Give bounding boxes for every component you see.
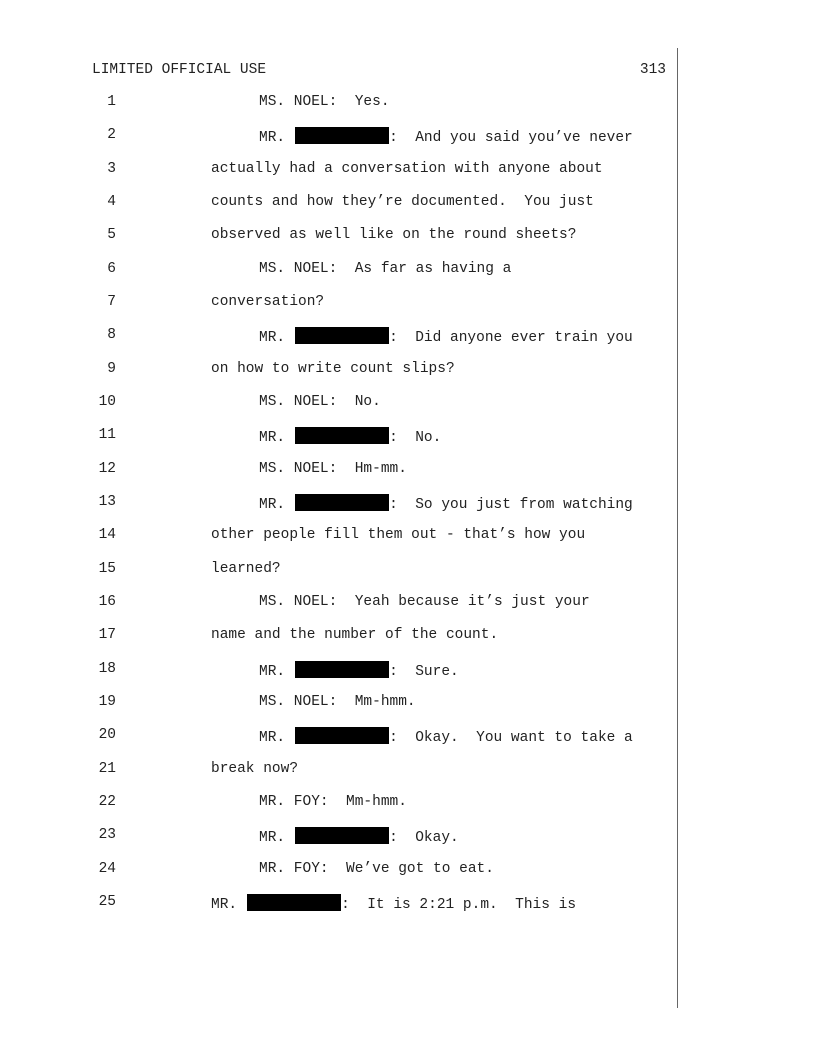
redaction-box: [295, 827, 389, 844]
line-text: [211, 227, 576, 243]
line-text-before: other people fill them out - that’s how you: [211, 527, 586, 543]
line-text-before: MR. FOY: We’ve got to eat.: [259, 861, 494, 877]
line-text: [211, 761, 298, 777]
line-text: [259, 594, 590, 610]
redaction-box: [295, 727, 389, 744]
line-text: [259, 427, 441, 446]
line-number: 19: [98, 694, 116, 710]
line-number: 4: [107, 194, 116, 210]
line-text: [211, 627, 498, 643]
line-text-after: : And you said you’ve never: [389, 130, 633, 146]
line-text-after: : Sure.: [389, 664, 459, 680]
speaker-prefix: MR.: [259, 330, 286, 346]
transcript-line: [0, 861, 680, 885]
line-text-before: name and the number of the count.: [211, 627, 499, 643]
redaction-box: [295, 127, 389, 144]
line-number: 7: [107, 294, 116, 310]
line-number: 9: [107, 361, 116, 377]
line-number: 21: [98, 761, 116, 777]
line-number: 5: [107, 227, 116, 243]
redaction-box: [295, 661, 389, 678]
redaction-box: [295, 494, 389, 511]
line-text-before: MS. NOEL: No.: [259, 394, 381, 410]
line-number: 13: [98, 494, 116, 510]
transcript-line: [0, 694, 680, 718]
line-text-before: counts and how they’re documented. You just: [211, 194, 594, 210]
speaker-prefix: MR.: [259, 830, 286, 846]
redaction-box: [295, 427, 389, 444]
line-text-after: : Okay.: [389, 830, 459, 846]
transcript-line: [0, 394, 680, 418]
line-number: 16: [98, 594, 116, 610]
speaker-prefix: MR.: [259, 664, 286, 680]
transcript-line: [0, 894, 680, 918]
speaker-prefix: MR.: [259, 430, 286, 446]
line-number: 8: [107, 327, 116, 343]
transcript-line: [0, 261, 680, 285]
line-text: [211, 361, 455, 377]
speaker-prefix: MR.: [259, 130, 286, 146]
transcript-line: [0, 627, 680, 651]
transcript-line: [0, 594, 680, 618]
speaker-prefix: MR.: [259, 730, 286, 746]
line-text-after: : It is 2:21 p.m. This is: [341, 897, 577, 913]
line-text: [259, 827, 459, 846]
line-number: 24: [98, 861, 116, 877]
line-number: 3: [107, 161, 116, 177]
line-text-before: observed as well like on the round sheets?: [211, 227, 577, 243]
line-text: [259, 661, 459, 680]
line-text: [259, 694, 416, 710]
line-text: [259, 461, 407, 477]
line-text-before: actually had a conversation with anyone about: [211, 161, 603, 177]
transcript-line: [0, 161, 680, 185]
classification-header: LIMITED OFFICIAL USE: [92, 62, 267, 78]
line-text: [211, 161, 603, 177]
transcript-line: [0, 294, 680, 318]
line-number: 10: [98, 394, 116, 410]
line-text: [259, 727, 633, 746]
line-text: [211, 561, 281, 577]
transcript-line: [0, 327, 680, 351]
transcript-line: [0, 227, 680, 251]
line-number: 23: [98, 827, 116, 843]
line-text: [211, 194, 594, 210]
line-number: 22: [98, 794, 116, 810]
line-number: 25: [98, 894, 116, 910]
line-number: 6: [107, 261, 116, 277]
transcript-line: [0, 194, 680, 218]
page-number: 313: [639, 62, 666, 78]
line-text-after: : So you just from watching: [389, 497, 633, 513]
speaker-prefix: MR.: [259, 497, 286, 513]
line-text: [211, 894, 576, 913]
line-text-before: on how to write count slips?: [211, 361, 455, 377]
line-text: [211, 294, 324, 310]
transcript-line: [0, 761, 680, 785]
line-text: [259, 394, 381, 410]
line-text: [259, 261, 511, 277]
speaker-prefix: MR.: [211, 897, 238, 913]
line-text-before: MS. NOEL: As far as having a: [259, 261, 512, 277]
line-number: 14: [98, 527, 116, 543]
line-text-before: conversation?: [211, 294, 325, 310]
line-text-before: learned?: [211, 561, 281, 577]
line-text-before: break now?: [211, 761, 299, 777]
line-text-after: : Okay. You want to take a: [389, 730, 633, 746]
line-text-before: MS. NOEL: Mm-hmm.: [259, 694, 416, 710]
line-text: [259, 861, 494, 877]
line-number: 15: [98, 561, 116, 577]
line-text: [259, 327, 633, 346]
transcript-line: [0, 127, 680, 151]
line-number: 11: [98, 427, 116, 443]
line-text-before: MS. NOEL: Hm-mm.: [259, 461, 407, 477]
line-number: 12: [98, 461, 116, 477]
line-text-before: MR. FOY: Mm-hmm.: [259, 794, 407, 810]
line-number: 20: [98, 727, 116, 743]
line-text-after: : Did anyone ever train you: [389, 330, 633, 346]
line-number: 2: [107, 127, 116, 143]
transcript-line: [0, 494, 680, 518]
transcript-line: [0, 94, 680, 118]
line-number: 1: [107, 94, 116, 110]
line-text: [259, 127, 633, 146]
line-text: [259, 94, 390, 110]
line-text-after: : No.: [389, 430, 442, 446]
line-number: 17: [98, 627, 116, 643]
transcript-line: [0, 527, 680, 551]
line-text: [211, 527, 585, 543]
redaction-box: [247, 894, 341, 911]
transcript-line: [0, 427, 680, 451]
redaction-box: [295, 327, 389, 344]
transcript-line: [0, 361, 680, 385]
transcript-line: [0, 661, 680, 685]
line-text: [259, 794, 407, 810]
transcript-line: [0, 561, 680, 585]
transcript-line: [0, 461, 680, 485]
line-text: [259, 494, 633, 513]
transcript-line: [0, 727, 680, 751]
line-number: 18: [98, 661, 116, 677]
transcript-line: [0, 827, 680, 851]
transcript-line: [0, 794, 680, 818]
line-text-before: MS. NOEL: Yes.: [259, 94, 390, 110]
line-text-before: MS. NOEL: Yeah because it’s just your: [259, 594, 590, 610]
